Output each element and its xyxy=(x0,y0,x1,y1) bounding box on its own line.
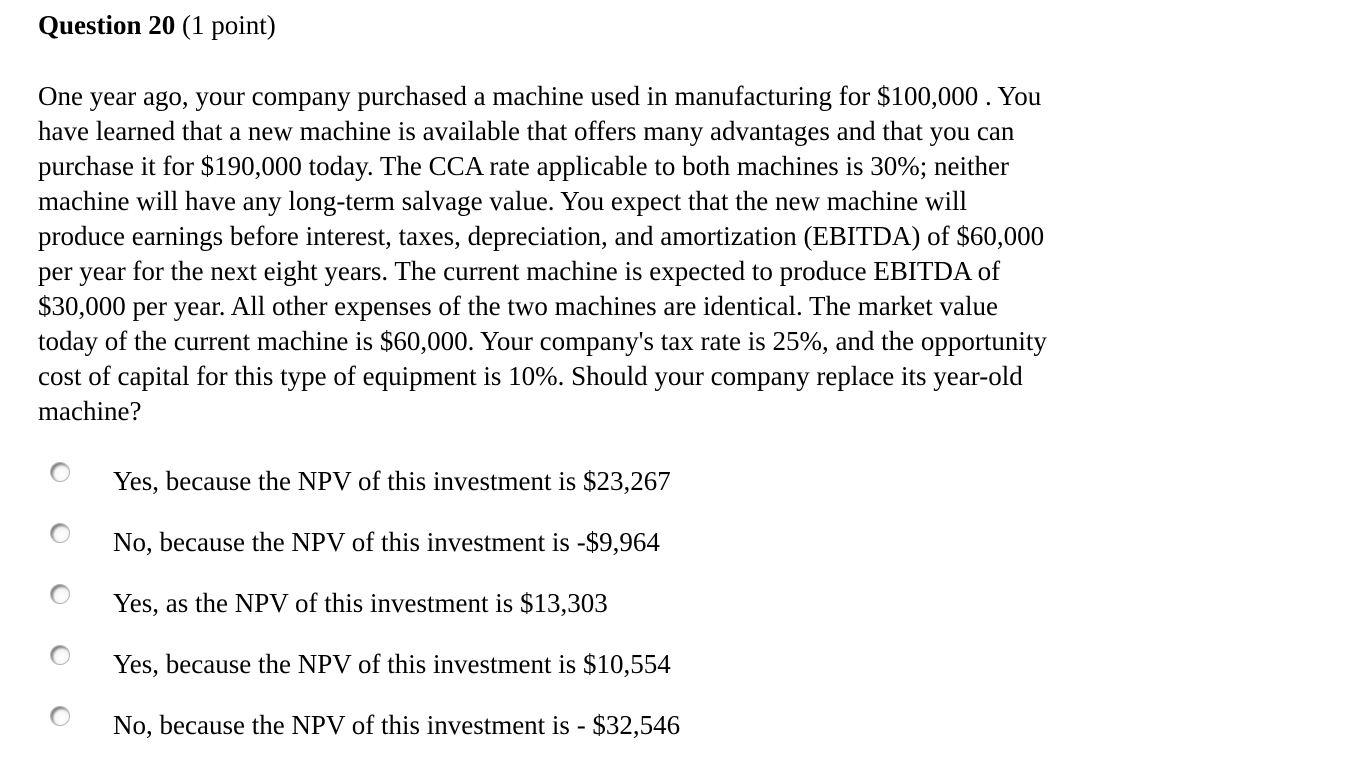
question-points: (1 point) xyxy=(182,10,276,40)
radio-button-4[interactable] xyxy=(50,645,70,665)
question-text: One year ago, your company purchased a machine used in manufacturing for $100,000 . You have learned that a new machine is available that offers many advantages and that you can purchase it for $190,000 today. The CCA rate applicable to both machines is 30%; neither machine will have any long-term salvage value. You expect that the new machine will produce earnings before interest, taxes, depreciation, and amortization (EBITDA) of $60,000 per year for the next eight years. The current machine is expected to produce EBITDA of $30,000 per year. All other expenses of the two machines are identical. The market value today of the current machine is $60,000. Your company's tax rate is 25%, and the opportunity cost of capital for this type of equipment is 10%. Should your company replace its year-old machine? xyxy=(38,81,1047,426)
answer-choice-3[interactable] xyxy=(0,573,1352,634)
question-number: Question 20 xyxy=(38,10,176,40)
answer-choice-4[interactable] xyxy=(0,634,1352,695)
radio-button-5[interactable] xyxy=(50,706,70,726)
radio-button-1[interactable] xyxy=(50,462,70,482)
answer-choice-label-5[interactable]: No, because the NPV of this investment is - $32,546 xyxy=(113,710,681,740)
question-header xyxy=(38,6,276,44)
answer-choice-label-2[interactable]: No, because the NPV of this investment is -$9,964 xyxy=(113,527,660,557)
answer-choice-label-4[interactable]: Yes, because the NPV of this investment is $10,554 xyxy=(113,649,671,679)
radio-button-2[interactable] xyxy=(50,523,70,543)
answer-choice-label-1[interactable]: Yes, because the NPV of this investment is $23,267 xyxy=(113,466,671,496)
answer-choices xyxy=(0,451,1352,756)
answer-choice-label-3[interactable]: Yes, as the NPV of this investment is $13,303 xyxy=(113,588,608,618)
answer-choice-5[interactable] xyxy=(0,695,1352,756)
radio-button-3[interactable] xyxy=(50,584,70,604)
answer-choice-1[interactable] xyxy=(0,451,1352,512)
answer-choice-2[interactable] xyxy=(0,512,1352,573)
